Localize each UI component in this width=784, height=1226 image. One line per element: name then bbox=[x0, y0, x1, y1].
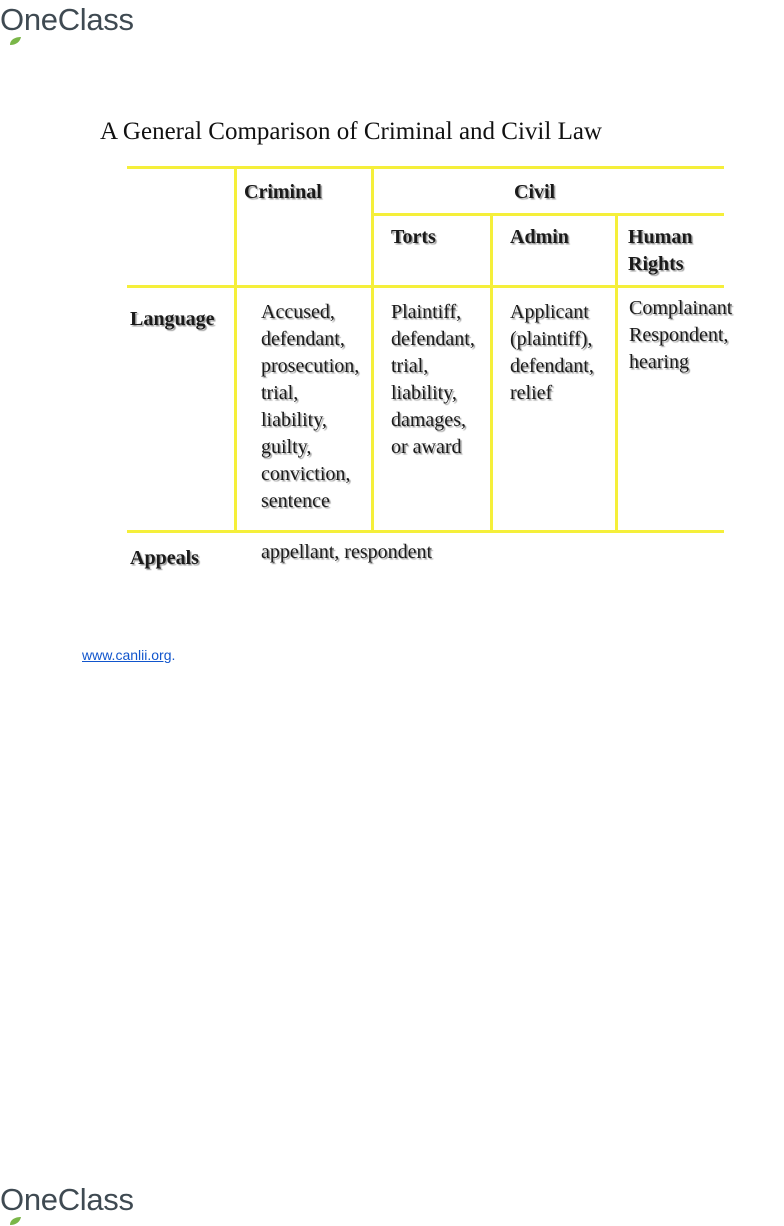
header-torts: Torts bbox=[391, 226, 436, 248]
leaf-icon bbox=[8, 1216, 22, 1226]
oneclass-logo-text: OneClass bbox=[0, 2, 134, 37]
table-rule-bottom bbox=[127, 530, 724, 533]
cell-language-human-rights: Complainant Respondent, hearing bbox=[629, 297, 733, 373]
cell-language-criminal: Accused, defendant, prosecution, trial, liability, guilty, conviction, sentence bbox=[261, 301, 360, 512]
comparison-table bbox=[0, 0, 784, 600]
table-col-divider-4 bbox=[615, 213, 618, 533]
cell-language-admin: Applicant (plaintiff), defendant, relief bbox=[510, 301, 594, 404]
canlii-link[interactable]: www.canlii.org bbox=[82, 647, 172, 663]
page-title: A General Comparison of Criminal and Civil Law bbox=[100, 118, 602, 145]
oneclass-logo-bottom bbox=[0, 1182, 134, 1218]
table-col-divider-1 bbox=[234, 166, 237, 533]
row-label-appeals: Appeals bbox=[130, 547, 199, 569]
link-trailing-period: . bbox=[171, 647, 176, 663]
header-civil: Civil bbox=[514, 181, 556, 203]
oneclass-logo-text-bottom: OneClass bbox=[0, 1182, 134, 1217]
cell-appeals-value: appellant, respondent bbox=[261, 541, 433, 563]
table-rule-header bbox=[127, 285, 724, 288]
table-rule-top bbox=[127, 166, 724, 169]
header-human-rights: Human Rights bbox=[628, 226, 693, 275]
canlii-link-line bbox=[82, 647, 175, 663]
header-admin: Admin bbox=[510, 226, 569, 248]
cell-language-torts: Plaintiff, defendant, trial, liability, damages, or award bbox=[391, 301, 475, 458]
table-col-divider-3 bbox=[490, 213, 493, 533]
table-col-divider-2 bbox=[371, 166, 374, 533]
header-criminal: Criminal bbox=[244, 181, 322, 203]
row-label-language: Language bbox=[130, 308, 215, 330]
table-rule-civil bbox=[372, 213, 724, 216]
